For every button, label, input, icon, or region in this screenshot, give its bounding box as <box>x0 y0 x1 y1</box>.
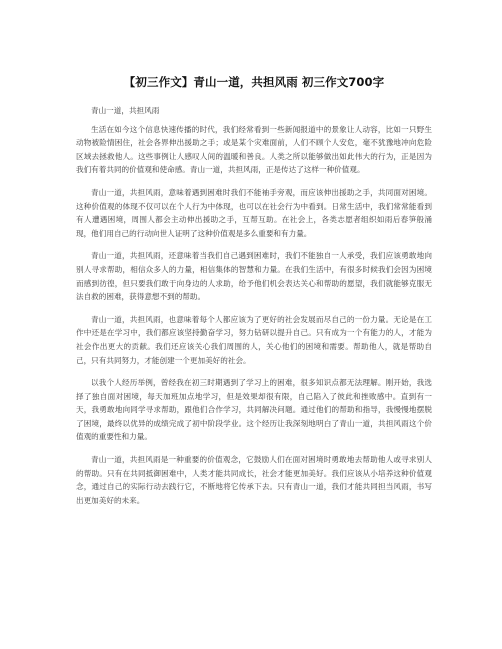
subtitle-paragraph: 青山一道，共担风雨 <box>91 106 160 115</box>
body-paragraph-5: 以我个人经历举例，曾经我在初三时期遇到了学习上的困难，很多知识点都无法理解。刚开始，我选择了独自面对困境，每天加班加点地学习，但是效果却很有限，自己陷入了彼此和挫败感中。直到有一天，我勇敢地向同学寻求帮助，跟他们合作学习，共同解决问题。通过他们的帮助和指导，我慢慢地摆脱了困境，最终以优异的成绩完成了初中阶段学业。这个经历让我深刻地明白了青山一道，共担风雨这个价值观的重要性和力量。 <box>76 378 432 442</box>
document-title: 【初三作文】青山一道，共担风雨 初三作文700字 <box>123 75 385 89</box>
body-paragraph-2: 青山一道，共担风雨，意味着遇到困难时我们不能袖手旁观，而应该伸出援助之手，共同面对困境。这种价值观的体现不仅可以在个人行为中体现，也可以在社会行为中看到。日常生活中，我们常常能看到有人遭遇困境，周围人都会主动伸出援助之手，互帮互助。在社会上，各类志愿者组织如雨后春笋般涌现，他们用自己的行动向世人证明了这种价值观是多么重要和有力量。 <box>76 187 432 238</box>
body-paragraph-4: 青山一道，共担风雨，也意味着每个人都应该为了更好的社会发展而尽自己的一份力量。无论是在工作中还是在学习中，我们都应该坚持勤奋学习，努力钻研以提升自己。只有成为一个有能力的人，才能为社会作出更大的贡献。我们还应该关心我们周围的人，关心他们的困境和需要。帮助他人，就是帮助自己，只有共同努力，才能创建一个更加美好的社会。 <box>76 314 432 365</box>
body-paragraph-1: 生活在如今这个信息快速传播的时代，我们经常看到一些新闻报道中的景象让人动容，比如一只野生动物被险情困住，社会各界伸出援助之手；或是某个灾难面前，人们不顾个人安危，毫不犹豫地冲向危险区域去拯救他人。这些事例让人感叹人间的温暖和善良。人类之所以能够做出如此伟大的行为，正是因为我们有着共同的价值观和使命感。青山一道，共担风雨，正是传达了这样一种价值观。 <box>76 124 432 175</box>
body-paragraph-6: 青山一道，共担风雨是一种重要的价值观念，它鼓励人们在面对困境时勇敢地去帮助他人或寻求别人的帮助。只有在共同抵御困难中，人类才能共同成长，社会才能更加美好。我们应该从小培养这种价值观念，通过自己的实际行动去践行它，不断地将它传承下去。只有青山一道，我们才能共同担当风雨，书写出更加美好的未来。 <box>76 455 432 505</box>
body-paragraph-3: 青山一道，共担风雨，还意味着当我们自己遇到困难时，我们不能独自一人承受，我们应该勇敢地向别人寻求帮助，相信众多人的力量，相信集体的智慧和力量。在我们生活中，有很多时候我们会因为困境而感到彷徨，但只要我们敢于向身边的人求助，给予他们机会表达关心和帮助的愿望，我们就能够克服无法自救的困难，获得意想不到的帮助。 <box>76 251 432 302</box>
